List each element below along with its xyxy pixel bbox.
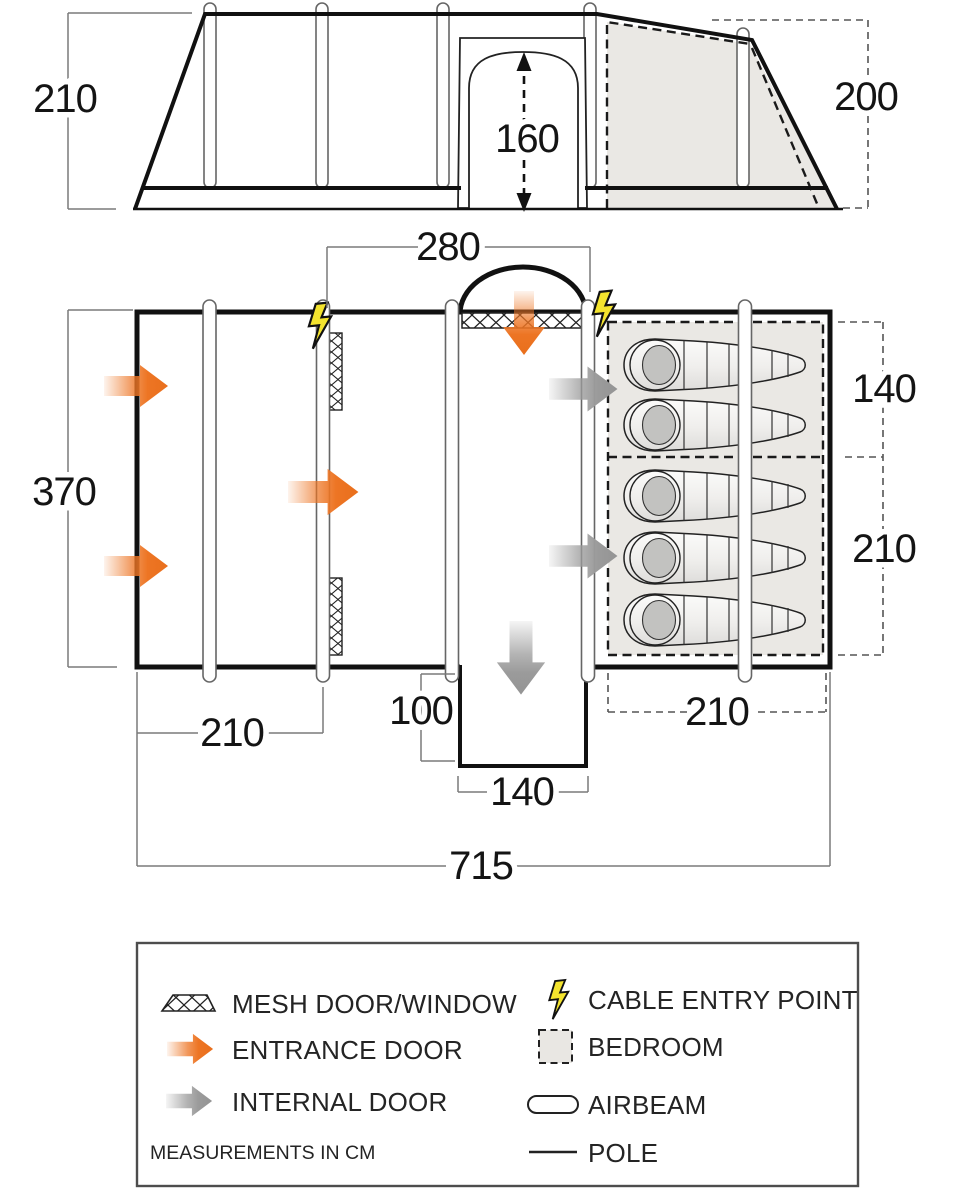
dim-living-depth: 370 bbox=[32, 470, 96, 514]
airbeam bbox=[203, 300, 216, 682]
dim-elev-right-height: 200 bbox=[834, 75, 898, 119]
dim-bedroom-large-depth: 210 bbox=[852, 527, 916, 571]
airbeam bbox=[737, 28, 749, 188]
floor-plan bbox=[32, 225, 916, 888]
airbeam bbox=[437, 3, 449, 188]
legend-label-pole: POLE bbox=[588, 1138, 659, 1168]
dim-bedroom-small-depth: 140 bbox=[852, 367, 916, 411]
legend-label-internal: INTERNAL DOOR bbox=[232, 1087, 448, 1117]
airbeam bbox=[316, 3, 328, 188]
bedroom-icon bbox=[539, 1030, 572, 1063]
legend-label-entrance: ENTRANCE DOOR bbox=[232, 1035, 463, 1065]
elevation-view bbox=[33, 3, 898, 212]
dim-elev-left-height: 210 bbox=[33, 77, 97, 121]
measurements-note: MEASUREMENTS IN CM bbox=[150, 1142, 376, 1164]
mesh-window bbox=[329, 578, 342, 655]
dim-left-bay: 210 bbox=[200, 711, 264, 755]
airbeam bbox=[204, 3, 216, 188]
legend-label-bedroom: BEDROOM bbox=[588, 1032, 724, 1062]
dim-porch-width: 140 bbox=[490, 770, 554, 814]
dim-door-height: 160 bbox=[495, 117, 559, 161]
legend-item-cable bbox=[547, 980, 857, 1020]
mesh-window bbox=[329, 333, 342, 410]
elevation-bedroom-area bbox=[607, 22, 836, 208]
dim-door-span: 280 bbox=[416, 225, 480, 269]
airbeam bbox=[739, 300, 752, 682]
airbeam bbox=[446, 300, 459, 682]
airbeam bbox=[582, 300, 595, 682]
dim-total-width: 715 bbox=[449, 844, 513, 888]
airbeam-icon bbox=[528, 1096, 578, 1113]
dim-porch-depth: 100 bbox=[389, 689, 453, 733]
legend-label-airbeam: AIRBEAM bbox=[588, 1090, 707, 1120]
legend-label-mesh: MESH DOOR/WINDOW bbox=[232, 989, 517, 1019]
legend-item-bedroom bbox=[539, 1030, 724, 1063]
legend-label-cable: CABLE ENTRY POINT bbox=[588, 985, 858, 1015]
dim-bedroom-width: 210 bbox=[685, 690, 749, 734]
legend bbox=[137, 943, 858, 1186]
